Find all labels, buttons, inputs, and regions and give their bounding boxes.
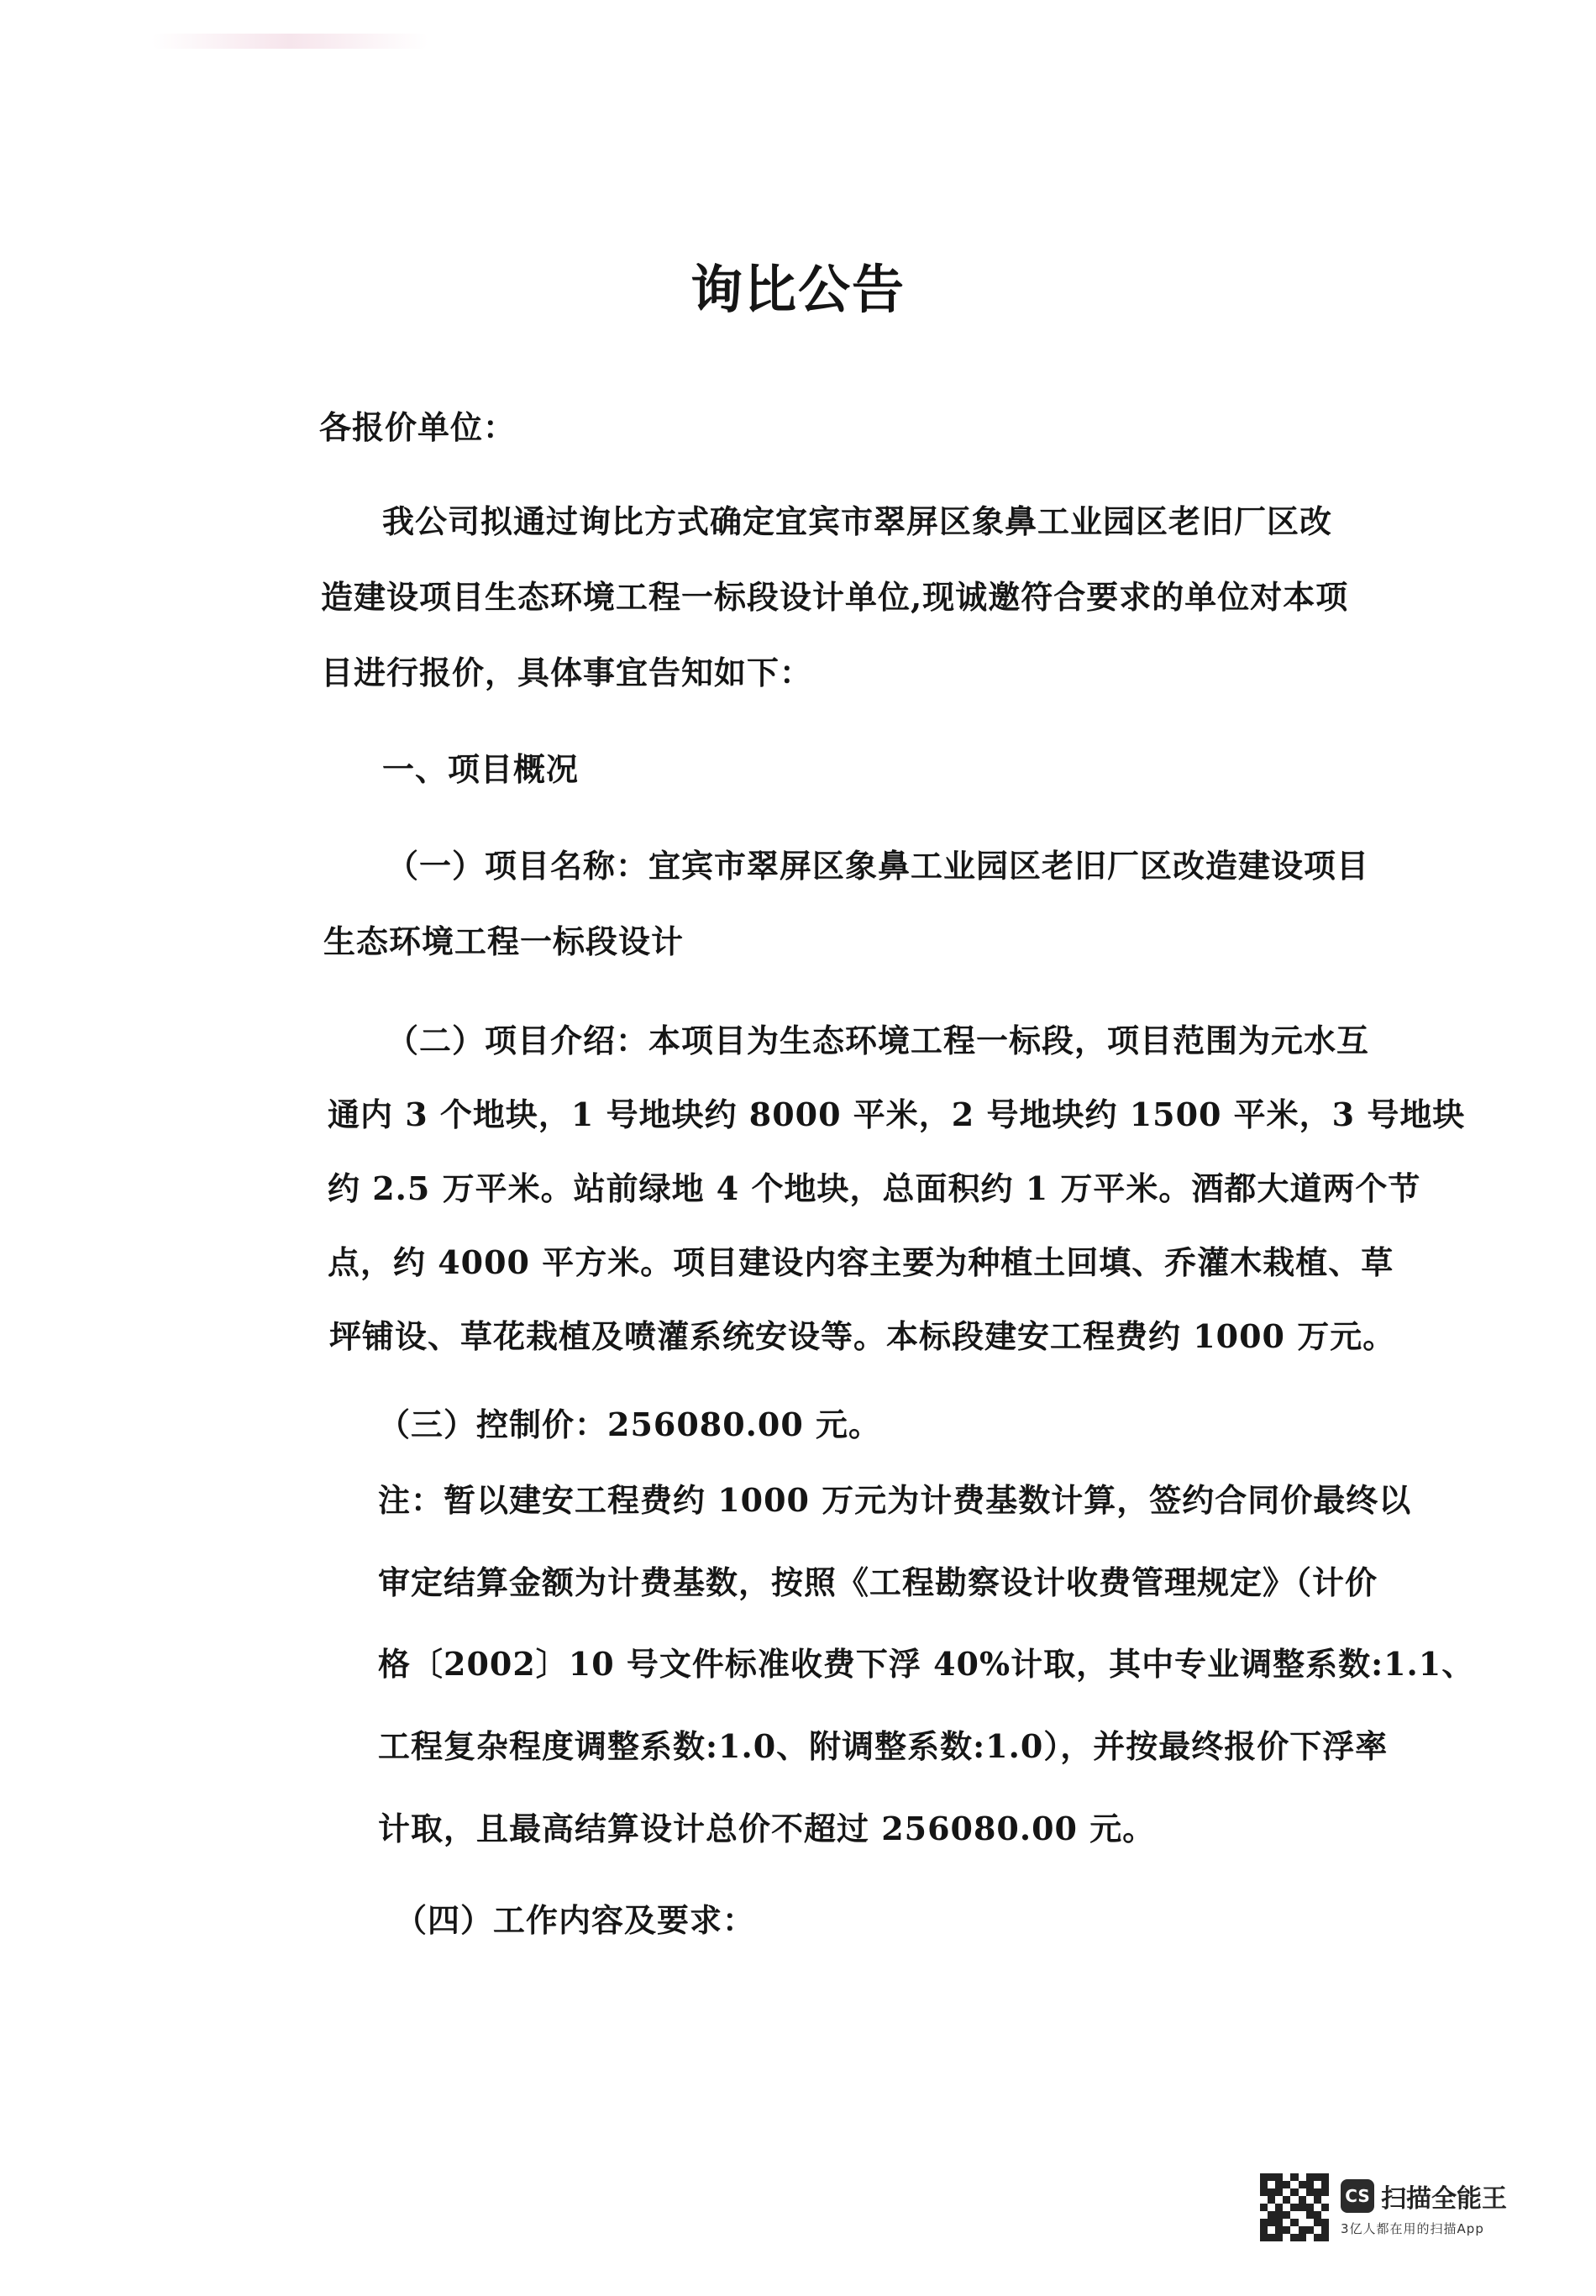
item2-line-3: 约 2.5 万平米。站前绿地 4 个地块，总面积约 1 万平米。酒都大道两个节 <box>328 1169 1421 1207</box>
scanner-brand <box>1341 2178 1507 2237</box>
scanner-watermark <box>1260 2167 1537 2247</box>
scanner-tagline: 3亿人都在用的扫描App <box>1341 2221 1484 2236</box>
scanner-brand-name: 扫描全能王 <box>1381 2184 1507 2214</box>
intro-line-1: 我公司拟通过询比方式确定宜宾市翠屏区象鼻工业园区老旧厂区改 <box>382 502 1333 540</box>
note-line-4: 工程复杂程度调整系数:1.0、附调整系数:1.0），并按最终报价下浮率 <box>378 1727 1389 1765</box>
item2-line-5: 坪铺设、草花栽植及喷灌系统安设等。本标段建安工程费约 1000 万元。 <box>329 1317 1396 1355</box>
intro-line-2: 造建设项目生态环境工程一标段设计单位,现诚邀符合要求的单位对本项 <box>321 578 1349 616</box>
page-title: 询比公告 <box>690 259 906 320</box>
item1-line-1: （一）项目名称：宜宾市翠屏区象鼻工业园区老旧厂区改造建设项目 <box>386 847 1370 885</box>
cs-logo-icon: CS <box>1341 2179 1374 2213</box>
note-line-2: 审定结算金额为计费基数，按照《工程勘察设计收费管理规定》（计价 <box>378 1563 1378 1601</box>
item1-line-2: 生态环境工程一标段设计 <box>323 922 685 960</box>
scan-smudge <box>151 34 428 49</box>
item2-line-4: 点，约 4000 平方米。项目建设内容主要为种植土回填、乔灌木栽植、草 <box>328 1243 1394 1281</box>
item2-line-1: （二）项目介绍：本项目为生态环境工程一标段，项目范围为元水互 <box>386 1022 1370 1059</box>
note-line-3: 格〔2002〕10 号文件标准收费下浮 40%计取，其中专业调整系数:1.1、 <box>378 1645 1475 1683</box>
item2-line-2: 通内 3 个地块，1 号地块约 8000 平米，2 号地块约 1500 平米，3 号地块 <box>328 1095 1466 1133</box>
note-line-1: 注：暂以建安工程费约 1000 万元为计费基数计算，签约合同价最终以 <box>378 1481 1412 1519</box>
item3-control-price: （三）控制价：256080.00 元。 <box>378 1405 881 1443</box>
item4-work-content: （四）工作内容及要求： <box>395 1901 756 1939</box>
qr-code-icon <box>1260 2173 1329 2242</box>
greeting: 各报价单位： <box>319 408 517 446</box>
note-line-5: 计取，且最高结算设计总价不超过 256080.00 元。 <box>378 1810 1156 1847</box>
intro-line-3: 目进行报价，具体事宜告知如下： <box>321 654 813 691</box>
section-heading-overview: 一、项目概况 <box>382 751 580 788</box>
